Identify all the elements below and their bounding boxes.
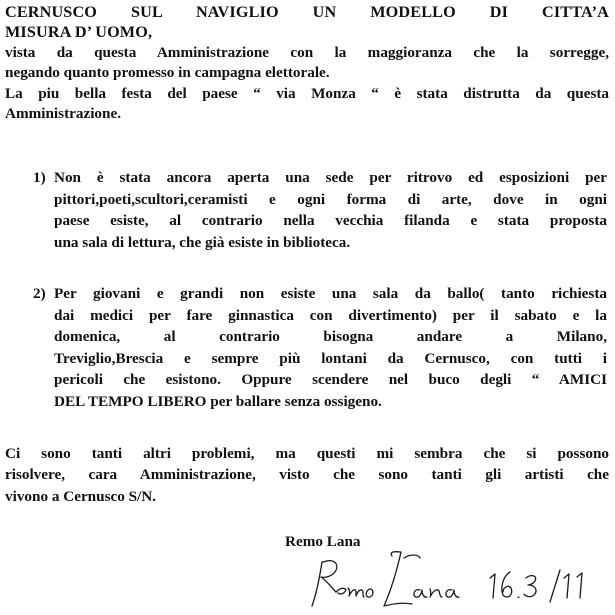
signer-name: Remo Lana [285,533,361,550]
point-2-line-4: Treviglio,Brescia e sempre più lontani da Cernusco, con tutti i [54,349,607,367]
heading-line-1: CERNUSCO SUL NAVIGLIO UN MODELLO DI CITTA’A [5,3,609,21]
point-2-number: 2) [33,285,46,302]
intro-line-1: vista da questa Amministrazione con la maggioranza che la sorregge, [5,43,609,61]
point-1-line-3: paese esiste, al contrario nella vecchia filanda e stata proposta [54,212,607,230]
point-1-line-4: una sala di lettura, che già esiste in biblioteca. [54,233,351,251]
intro-line-2: negando quanto promesso in campagna elettorale. [5,64,330,82]
closing-paragraph [5,443,609,507]
handwritten-signature [300,540,600,615]
letter-header [5,2,609,124]
point-1-number: 1) [33,169,46,186]
point-2-line-2: dai medici per fare ginnastica con divertimento) per il sabato e la [54,306,607,324]
point-1-body [54,167,607,253]
closing-line-3: vivono a Cernusco S/N. [5,487,157,505]
point-1-line-1: Non è stata ancora aperta una sede per ritrovo ed esposizioni per [54,169,607,186]
point-2-body [54,283,607,413]
closing-line-1: Ci sono tanti altri problemi, ma questi mi sembra che si possono [5,445,609,462]
closing-line-2: risolvere, cara Amministrazione, visto che sono tanti gli artisti che [5,466,609,484]
point-2-line-1: Per giovani e grandi non esiste una sala da ballo( tanto richiesta [54,285,607,302]
point-2-line-6: DEL TEMPO LIBERO per ballare senza ossigeno. [54,392,382,410]
heading-line-2: MISURA D’ UOMO, [5,23,153,42]
point-2-line-3: domenica, al contrario bisogna andare a Milano, [54,328,607,346]
intro-line-3: La piu bella festa del paese “ via Monza “ è stata distrutta da questa [5,84,609,102]
point-1-line-2: pittori,poeti,scultori,ceramisti e ogni forma di arte, dove in ogni [54,190,607,208]
point-2-line-5: pericoli che esistono. Oppure scendere nel buco degli “ AMICI [54,371,607,389]
intro-line-4: Amministrazione. [5,105,121,123]
